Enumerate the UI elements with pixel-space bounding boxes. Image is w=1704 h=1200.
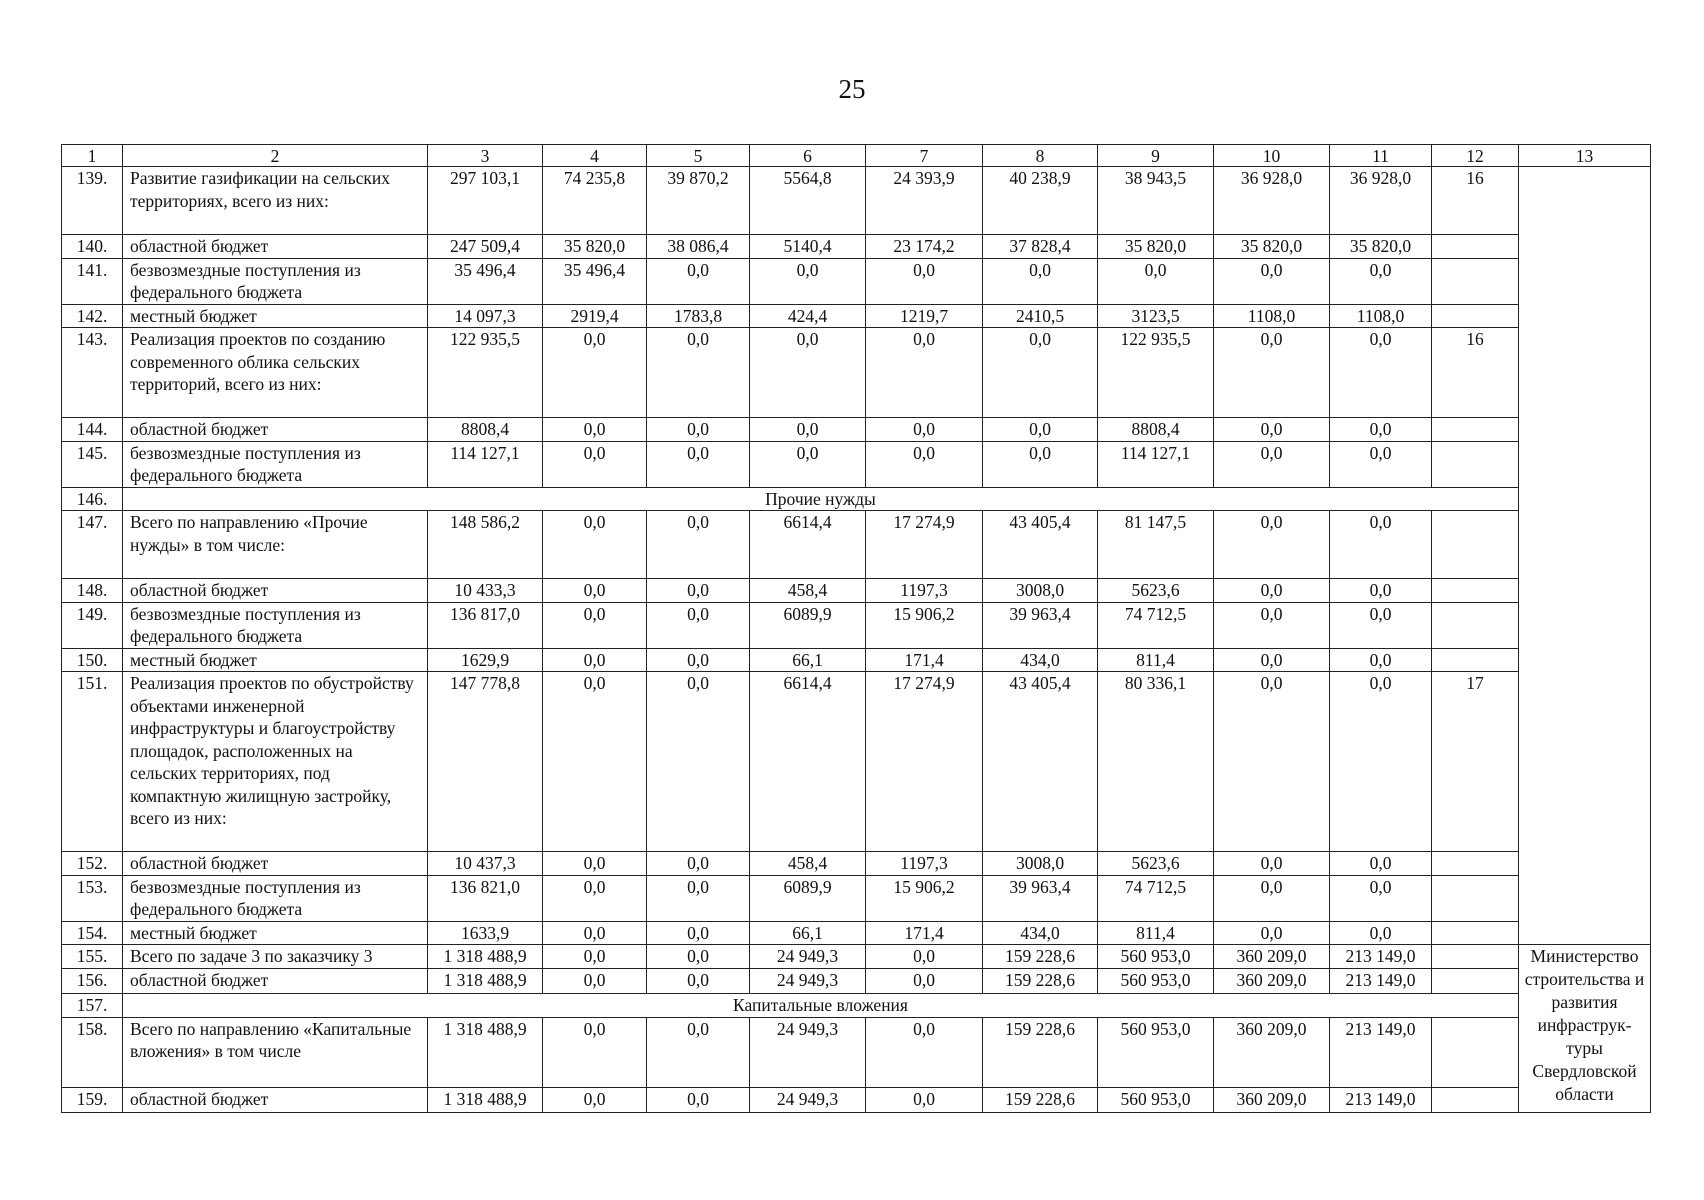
row-number: 139. — [62, 167, 123, 235]
value-cell-col4: 2919,4 — [543, 304, 647, 328]
value-cell-col7: 171,4 — [866, 921, 983, 945]
header-cell-2: 2 — [123, 145, 428, 167]
row-number: 157. — [62, 993, 123, 1017]
table-row — [62, 921, 1651, 945]
source-ref-cell — [1432, 441, 1519, 487]
header-cell-7: 7 — [866, 145, 983, 167]
value-cell-col10: 360 209,0 — [1214, 1088, 1330, 1113]
table-row — [62, 418, 1651, 442]
value-cell-col5: 0,0 — [647, 672, 750, 852]
value-cell-col5: 0,0 — [647, 1017, 750, 1087]
value-cell-col3: 1633,9 — [428, 921, 543, 945]
value-cell-col7: 0,0 — [866, 441, 983, 487]
value-cell-col7: 17 274,9 — [866, 511, 983, 579]
row-number: 146. — [62, 487, 123, 511]
value-cell-col5: 0,0 — [647, 921, 750, 945]
source-ref-cell — [1432, 969, 1519, 993]
row-description: Всего по направлению «Прочие нужды» в том числе: — [123, 511, 428, 579]
value-cell-col6: 458,4 — [750, 852, 866, 876]
row-number: 142. — [62, 304, 123, 328]
value-cell-col5: 0,0 — [647, 875, 750, 921]
value-cell-col3: 148 586,2 — [428, 511, 543, 579]
value-cell-col8: 0,0 — [983, 328, 1098, 418]
value-cell-col7: 0,0 — [866, 328, 983, 418]
row-number: 155. — [62, 945, 123, 969]
value-cell-col7: 0,0 — [866, 969, 983, 993]
value-cell-col10: 0,0 — [1214, 328, 1330, 418]
header-cell-5: 5 — [647, 145, 750, 167]
row-description: областной бюджет — [123, 852, 428, 876]
value-cell-col4: 74 235,8 — [543, 167, 647, 235]
value-cell-col5: 0,0 — [647, 328, 750, 418]
row-number: 151. — [62, 672, 123, 852]
row-description: безвозмездные поступления из федерального бюджета — [123, 602, 428, 648]
value-cell-col8: 434,0 — [983, 648, 1098, 672]
value-cell-col3: 136 821,0 — [428, 875, 543, 921]
table-row — [62, 167, 1651, 235]
value-cell-col8: 2410,5 — [983, 304, 1098, 328]
value-cell-col4: 0,0 — [543, 441, 647, 487]
value-cell-col7: 0,0 — [866, 1017, 983, 1087]
value-cell-col5: 0,0 — [647, 852, 750, 876]
header-cell-4: 4 — [543, 145, 647, 167]
value-cell-col11: 213 149,0 — [1330, 969, 1432, 993]
table-row — [62, 511, 1651, 579]
value-cell-col5: 0,0 — [647, 258, 750, 304]
value-cell-col7: 24 393,9 — [866, 167, 983, 235]
value-cell-col4: 0,0 — [543, 921, 647, 945]
header-cell-6: 6 — [750, 145, 866, 167]
value-cell-col8: 0,0 — [983, 258, 1098, 304]
value-cell-col11: 0,0 — [1330, 852, 1432, 876]
value-cell-col6: 0,0 — [750, 328, 866, 418]
value-cell-col4: 35 820,0 — [543, 235, 647, 259]
value-cell-col9: 114 127,1 — [1098, 441, 1214, 487]
value-cell-col9: 560 953,0 — [1098, 1088, 1214, 1113]
value-cell-col6: 6089,9 — [750, 875, 866, 921]
value-cell-col6: 0,0 — [750, 441, 866, 487]
value-cell-col9: 0,0 — [1098, 258, 1214, 304]
value-cell-col3: 247 509,4 — [428, 235, 543, 259]
value-cell-col7: 23 174,2 — [866, 235, 983, 259]
value-cell-col8: 39 963,4 — [983, 602, 1098, 648]
source-ref-cell — [1432, 921, 1519, 945]
row-number: 149. — [62, 602, 123, 648]
value-cell-col5: 0,0 — [647, 418, 750, 442]
value-cell-col6: 6089,9 — [750, 602, 866, 648]
row-number: 143. — [62, 328, 123, 418]
row-number: 159. — [62, 1088, 123, 1113]
table-row — [62, 328, 1651, 418]
value-cell-col8: 159 228,6 — [983, 945, 1098, 969]
source-ref-cell — [1432, 945, 1519, 969]
value-cell-col10: 0,0 — [1214, 852, 1330, 876]
row-description: Всего по задаче 3 по заказчику 3 — [123, 945, 428, 969]
table-row — [62, 235, 1651, 259]
value-cell-col4: 0,0 — [543, 1017, 647, 1087]
table-row — [62, 1088, 1651, 1113]
value-cell-col3: 136 817,0 — [428, 602, 543, 648]
value-cell-col11: 0,0 — [1330, 441, 1432, 487]
row-description: областной бюджет — [123, 1088, 428, 1113]
row-description: местный бюджет — [123, 921, 428, 945]
value-cell-col8: 159 228,6 — [983, 1017, 1098, 1087]
value-cell-col9: 122 935,5 — [1098, 328, 1214, 418]
row-number: 148. — [62, 579, 123, 603]
value-cell-col3: 14 097,3 — [428, 304, 543, 328]
value-cell-col9: 38 943,5 — [1098, 167, 1214, 235]
table-row — [62, 258, 1651, 304]
table-row — [62, 945, 1651, 969]
value-cell-col8: 159 228,6 — [983, 1088, 1098, 1113]
table-row — [62, 1017, 1651, 1087]
value-cell-col5: 1783,8 — [647, 304, 750, 328]
value-cell-col3: 147 778,8 — [428, 672, 543, 852]
value-cell-col3: 114 127,1 — [428, 441, 543, 487]
value-cell-col6: 24 949,3 — [750, 1017, 866, 1087]
value-cell-col5: 0,0 — [647, 579, 750, 603]
row-number: 153. — [62, 875, 123, 921]
value-cell-col10: 0,0 — [1214, 672, 1330, 852]
value-cell-col5: 0,0 — [647, 1088, 750, 1113]
table-row — [62, 875, 1651, 921]
value-cell-col11: 0,0 — [1330, 579, 1432, 603]
value-cell-col7: 1219,7 — [866, 304, 983, 328]
source-ref-cell: 17 — [1432, 672, 1519, 852]
value-cell-col5: 0,0 — [647, 441, 750, 487]
value-cell-col7: 1197,3 — [866, 852, 983, 876]
value-cell-col7: 15 906,2 — [866, 875, 983, 921]
value-cell-col10: 0,0 — [1214, 258, 1330, 304]
value-cell-col6: 5140,4 — [750, 235, 866, 259]
value-cell-col5: 0,0 — [647, 969, 750, 993]
value-cell-col3: 1 318 488,9 — [428, 945, 543, 969]
value-cell-col6: 66,1 — [750, 648, 866, 672]
header-cell-11: 11 — [1330, 145, 1432, 167]
row-description: областной бюджет — [123, 579, 428, 603]
row-number: 154. — [62, 921, 123, 945]
value-cell-col7: 0,0 — [866, 418, 983, 442]
row-description: местный бюджет — [123, 304, 428, 328]
value-cell-col8: 40 238,9 — [983, 167, 1098, 235]
value-cell-col4: 0,0 — [543, 511, 647, 579]
row-number: 150. — [62, 648, 123, 672]
value-cell-col9: 811,4 — [1098, 921, 1214, 945]
table-row — [62, 672, 1651, 852]
value-cell-col9: 3123,5 — [1098, 304, 1214, 328]
header-cell-13: 13 — [1519, 145, 1651, 167]
value-cell-col3: 297 103,1 — [428, 167, 543, 235]
row-number: 156. — [62, 969, 123, 993]
value-cell-col6: 6614,4 — [750, 672, 866, 852]
source-ref-cell — [1432, 579, 1519, 603]
value-cell-col5: 0,0 — [647, 648, 750, 672]
value-cell-col8: 39 963,4 — [983, 875, 1098, 921]
row-number: 140. — [62, 235, 123, 259]
value-cell-col4: 0,0 — [543, 969, 647, 993]
value-cell-col8: 0,0 — [983, 418, 1098, 442]
value-cell-col9: 80 336,1 — [1098, 672, 1214, 852]
table-row — [62, 487, 1651, 511]
source-ref-cell — [1432, 304, 1519, 328]
value-cell-col7: 0,0 — [866, 258, 983, 304]
row-number: 152. — [62, 852, 123, 876]
row-number: 145. — [62, 441, 123, 487]
value-cell-col8: 0,0 — [983, 441, 1098, 487]
table-row — [62, 304, 1651, 328]
source-ref-cell: 16 — [1432, 328, 1519, 418]
value-cell-col6: 24 949,3 — [750, 969, 866, 993]
value-cell-col5: 0,0 — [647, 602, 750, 648]
table-row — [62, 969, 1651, 993]
value-cell-col10: 0,0 — [1214, 579, 1330, 603]
source-ref-cell — [1432, 648, 1519, 672]
value-cell-col10: 0,0 — [1214, 648, 1330, 672]
value-cell-col11: 35 820,0 — [1330, 235, 1432, 259]
section-title: Прочие нужды — [123, 487, 1519, 511]
section-title: Капитальные вложения — [123, 993, 1519, 1017]
value-cell-col9: 811,4 — [1098, 648, 1214, 672]
source-ref-cell — [1432, 511, 1519, 579]
value-cell-col4: 0,0 — [543, 875, 647, 921]
source-ref-cell — [1432, 235, 1519, 259]
value-cell-col6: 24 949,3 — [750, 1088, 866, 1113]
row-description: Развитие газификации на сельских территориях, всего из них: — [123, 167, 428, 235]
row-description: Реализация проектов по обустройству объектами инженерной инфраструктуры и благоустройству площадок, расположенных на сельских территориях, под компактную жилищную застройку, всего из них: — [123, 672, 428, 852]
value-cell-col4: 0,0 — [543, 579, 647, 603]
value-cell-col6: 66,1 — [750, 921, 866, 945]
value-cell-col8: 43 405,4 — [983, 672, 1098, 852]
owner-cell: Министерство строительства и развития инфраструк-туры Свердловской области — [1519, 945, 1651, 1113]
value-cell-col7: 171,4 — [866, 648, 983, 672]
source-ref-cell — [1432, 1017, 1519, 1087]
value-cell-col11: 213 149,0 — [1330, 945, 1432, 969]
row-description: областной бюджет — [123, 969, 428, 993]
value-cell-col6: 24 949,3 — [750, 945, 866, 969]
value-cell-col4: 0,0 — [543, 602, 647, 648]
value-cell-col3: 10 437,3 — [428, 852, 543, 876]
row-description: безвозмездные поступления из федерального бюджета — [123, 875, 428, 921]
value-cell-col8: 37 828,4 — [983, 235, 1098, 259]
value-cell-col11: 0,0 — [1330, 672, 1432, 852]
row-number: 147. — [62, 511, 123, 579]
value-cell-col5: 39 870,2 — [647, 167, 750, 235]
value-cell-col11: 0,0 — [1330, 328, 1432, 418]
value-cell-col10: 0,0 — [1214, 511, 1330, 579]
value-cell-col5: 38 086,4 — [647, 235, 750, 259]
page-number: 25 — [838, 74, 866, 104]
value-cell-col11: 1108,0 — [1330, 304, 1432, 328]
value-cell-col7: 0,0 — [866, 945, 983, 969]
table-row — [62, 602, 1651, 648]
source-ref-cell — [1432, 602, 1519, 648]
value-cell-col3: 10 433,3 — [428, 579, 543, 603]
value-cell-col7: 1197,3 — [866, 579, 983, 603]
value-cell-col9: 560 953,0 — [1098, 945, 1214, 969]
value-cell-col5: 0,0 — [647, 511, 750, 579]
header-cell-8: 8 — [983, 145, 1098, 167]
value-cell-col10: 360 209,0 — [1214, 969, 1330, 993]
value-cell-col7: 15 906,2 — [866, 602, 983, 648]
value-cell-col11: 36 928,0 — [1330, 167, 1432, 235]
row-description: областной бюджет — [123, 418, 428, 442]
header-cell-3: 3 — [428, 145, 543, 167]
value-cell-col6: 0,0 — [750, 418, 866, 442]
value-cell-col10: 360 209,0 — [1214, 1017, 1330, 1087]
value-cell-col4: 0,0 — [543, 648, 647, 672]
row-description: безвозмездные поступления из федерального бюджета — [123, 258, 428, 304]
value-cell-col11: 0,0 — [1330, 602, 1432, 648]
budget-table — [61, 144, 1651, 1113]
value-cell-col11: 0,0 — [1330, 418, 1432, 442]
table-row — [62, 579, 1651, 603]
value-cell-col9: 81 147,5 — [1098, 511, 1214, 579]
source-ref-cell — [1432, 875, 1519, 921]
value-cell-col8: 434,0 — [983, 921, 1098, 945]
value-cell-col4: 0,0 — [543, 328, 647, 418]
value-cell-col9: 560 953,0 — [1098, 969, 1214, 993]
value-cell-col11: 0,0 — [1330, 875, 1432, 921]
value-cell-col10: 0,0 — [1214, 921, 1330, 945]
value-cell-col3: 1 318 488,9 — [428, 969, 543, 993]
value-cell-col8: 3008,0 — [983, 579, 1098, 603]
table-row — [62, 441, 1651, 487]
source-ref-cell: 16 — [1432, 167, 1519, 235]
value-cell-col9: 5623,6 — [1098, 852, 1214, 876]
header-row — [62, 145, 1651, 167]
value-cell-col3: 1629,9 — [428, 648, 543, 672]
value-cell-col4: 0,0 — [543, 1088, 647, 1113]
value-cell-col6: 0,0 — [750, 258, 866, 304]
value-cell-col6: 5564,8 — [750, 167, 866, 235]
table-row — [62, 852, 1651, 876]
value-cell-col11: 0,0 — [1330, 258, 1432, 304]
value-cell-col4: 35 496,4 — [543, 258, 647, 304]
header-cell-1: 1 — [62, 145, 123, 167]
value-cell-col11: 0,0 — [1330, 511, 1432, 579]
value-cell-col10: 0,0 — [1214, 875, 1330, 921]
table-row — [62, 993, 1651, 1017]
source-ref-cell — [1432, 852, 1519, 876]
value-cell-col7: 17 274,9 — [866, 672, 983, 852]
value-cell-col11: 0,0 — [1330, 921, 1432, 945]
header-cell-10: 10 — [1214, 145, 1330, 167]
row-description: безвозмездные поступления из федерального бюджета — [123, 441, 428, 487]
row-description: местный бюджет — [123, 648, 428, 672]
value-cell-col10: 360 209,0 — [1214, 945, 1330, 969]
value-cell-col9: 5623,6 — [1098, 579, 1214, 603]
value-cell-col8: 43 405,4 — [983, 511, 1098, 579]
value-cell-col10: 0,0 — [1214, 418, 1330, 442]
header-cell-12: 12 — [1432, 145, 1519, 167]
value-cell-col9: 74 712,5 — [1098, 602, 1214, 648]
value-cell-col9: 35 820,0 — [1098, 235, 1214, 259]
row-description: Реализация проектов по созданию современного облика сельских территорий, всего из них: — [123, 328, 428, 418]
table-row — [62, 648, 1651, 672]
row-description: областной бюджет — [123, 235, 428, 259]
source-ref-cell — [1432, 1088, 1519, 1113]
value-cell-col10: 36 928,0 — [1214, 167, 1330, 235]
row-number: 141. — [62, 258, 123, 304]
value-cell-col11: 213 149,0 — [1330, 1088, 1432, 1113]
value-cell-col6: 424,4 — [750, 304, 866, 328]
source-ref-cell — [1432, 418, 1519, 442]
value-cell-col3: 8808,4 — [428, 418, 543, 442]
value-cell-col5: 0,0 — [647, 945, 750, 969]
value-cell-col3: 1 318 488,9 — [428, 1017, 543, 1087]
value-cell-col8: 159 228,6 — [983, 969, 1098, 993]
value-cell-col4: 0,0 — [543, 852, 647, 876]
value-cell-col10: 1108,0 — [1214, 304, 1330, 328]
value-cell-col10: 35 820,0 — [1214, 235, 1330, 259]
value-cell-col9: 74 712,5 — [1098, 875, 1214, 921]
value-cell-col6: 6614,4 — [750, 511, 866, 579]
value-cell-col9: 8808,4 — [1098, 418, 1214, 442]
value-cell-col10: 0,0 — [1214, 602, 1330, 648]
value-cell-col8: 3008,0 — [983, 852, 1098, 876]
value-cell-col4: 0,0 — [543, 672, 647, 852]
value-cell-col9: 560 953,0 — [1098, 1017, 1214, 1087]
row-number: 158. — [62, 1017, 123, 1087]
value-cell-col4: 0,0 — [543, 418, 647, 442]
value-cell-col3: 1 318 488,9 — [428, 1088, 543, 1113]
row-number: 144. — [62, 418, 123, 442]
value-cell-col4: 0,0 — [543, 945, 647, 969]
value-cell-col6: 458,4 — [750, 579, 866, 603]
value-cell-col7: 0,0 — [866, 1088, 983, 1113]
value-cell-col3: 35 496,4 — [428, 258, 543, 304]
row-description: Всего по направлению «Капитальные вложения» в том числе — [123, 1017, 428, 1087]
owner-cell-empty — [1519, 167, 1651, 945]
value-cell-col11: 0,0 — [1330, 648, 1432, 672]
source-ref-cell — [1432, 258, 1519, 304]
value-cell-col3: 122 935,5 — [428, 328, 543, 418]
value-cell-col11: 213 149,0 — [1330, 1017, 1432, 1087]
header-cell-9: 9 — [1098, 145, 1214, 167]
value-cell-col10: 0,0 — [1214, 441, 1330, 487]
